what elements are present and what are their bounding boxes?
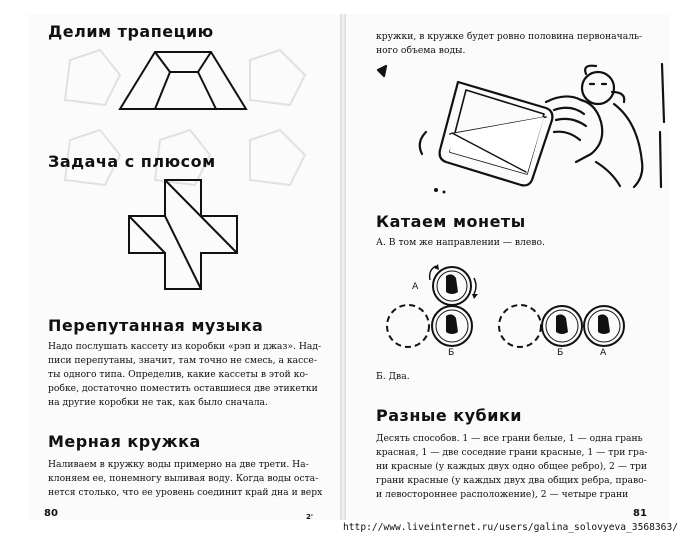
coin-label-a-second: А [600,347,607,358]
trapezoid-diagram [118,50,248,112]
heading-mixed-music: Перепутанная музыка [48,316,264,335]
text-line: нется столько, что ее уровень соединит край дна и верх [48,487,323,498]
coins-answer-a: А. В том же направлении — влево. [376,237,545,248]
music-answer-text [48,340,338,410]
coin-label-b-first: Б [448,347,455,358]
text-line: и левостороннее расположение), 2 — четыре грани [376,489,629,500]
cubes-answer-text [376,432,666,502]
text-line: робке, достаточно поместить оставшиеся две этикетки [48,383,318,394]
coin-label-a-top: А [412,281,419,292]
mug-continuation-text [376,30,666,58]
text-line: ного объема воды. [376,45,466,56]
heading-rolling-coins: Катаем монеты [376,212,526,231]
heading-trapezoid: Делим трапецию [48,22,214,41]
page-number-left: 80 [44,508,58,519]
mug-pouring-illustration [376,62,666,192]
plus-diagram [127,178,239,291]
page-number-right: 81 [633,508,647,519]
text-line: ты одного типа. Определив, какие кассеты в этой ко- [48,369,309,380]
corner-mark: 2' [306,513,314,521]
heading-measuring-mug: Мерная кружка [48,432,201,451]
coins-answer-b: Б. Два. [376,371,410,382]
text-line: грани красные (у каждых двух два общих ребра, право- [376,475,647,486]
mug-answer-text [48,458,338,500]
coins-diagram [384,262,624,370]
text-line: на другие коробки не так, как было сначала. [48,397,268,408]
text-line: Наливаем в кружку воды примерно на две трети. На- [48,459,309,470]
text-line: кружки, в кружке будет ровно половина первоначаль- [376,31,643,42]
heading-plus-problem: Задача с плюсом [48,152,216,171]
text-line: красная, 1 — две соседние грани красные, 1 — три гра- [376,447,648,458]
text-line: клоняем ее, понемногу выливая воду. Когда воды оста- [48,473,319,484]
text-line: ни красные (у каждых двух одно общее ребро), 2 — три [376,461,648,472]
heading-different-cubes: Разные кубики [376,406,523,425]
watermark-url: http://www.liveinternet.ru/users/galina_solovyeva_3568363/ [343,522,679,533]
text-line: писи перепутаны, значит, там точно не смесь, а кассе- [48,355,317,366]
text-line: Надо послушать кассету из коробки «рэп и джаз». Над- [48,341,322,352]
coin-label-b-second: Б [557,347,564,358]
text-line: Десять способов. 1 — все грани белые, 1 — одна грань [376,433,643,444]
